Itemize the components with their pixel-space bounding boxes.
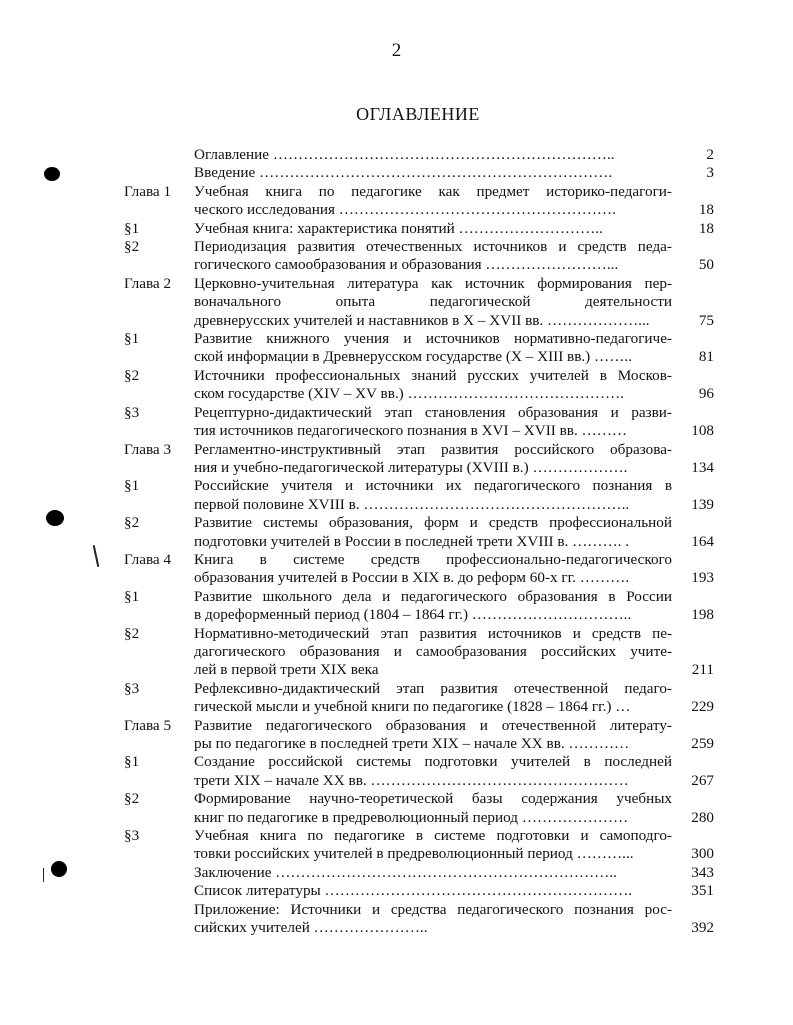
toc-entry-label: §1 xyxy=(124,753,140,771)
toc-entry-label: §3 xyxy=(124,827,140,845)
toc-entry-line: Развитие школьного дела и педагогического образования в России xyxy=(194,587,672,605)
toc-entry-text xyxy=(194,901,672,938)
toc-entry-page: 229 xyxy=(691,698,714,716)
toc-entry xyxy=(124,753,714,790)
toc-entry-label: §2 xyxy=(124,790,140,808)
toc-entry-text xyxy=(194,588,672,625)
toc-entry xyxy=(124,901,714,938)
toc-entry-text xyxy=(194,183,672,220)
toc-entry-line: древнерусских учителей и наставников в X – XVII вв. ………………... xyxy=(194,311,650,329)
toc-entry xyxy=(124,717,714,754)
toc-entry-text xyxy=(194,330,672,367)
toc-entry-page: 108 xyxy=(691,422,714,440)
toc-entry-page: 18 xyxy=(698,219,714,237)
toc-entry-line: ском государстве (XIV – XV вв.) ……………………………………. xyxy=(194,385,624,403)
toc-entry-text xyxy=(194,882,672,900)
toc-entry-label: §2 xyxy=(124,366,140,384)
toc-entry xyxy=(124,441,714,478)
toc-entry-line: ния и учебно-педагогической литературы (XVIII в.) ………………. xyxy=(194,458,628,476)
toc-entry-text xyxy=(194,220,672,238)
toc-entry-label: §2 xyxy=(124,514,140,532)
toc-entry-line: ческого исследования ………………………………………………. xyxy=(194,201,616,219)
toc-entry-line: гогического самообразования и образования ……………………... xyxy=(194,256,619,274)
scan-mark xyxy=(43,868,44,882)
toc-entry-page: 139 xyxy=(691,495,714,513)
toc-entry xyxy=(124,882,714,900)
toc-entry-page: 193 xyxy=(691,569,714,587)
toc-entry xyxy=(124,551,714,588)
toc-entry-text xyxy=(194,477,672,514)
toc-entry-text xyxy=(194,441,672,478)
toc-entry xyxy=(124,680,714,717)
toc-entry-page: 343 xyxy=(691,863,714,881)
toc-entry-label: Глава 2 xyxy=(124,274,172,292)
toc-entry-label: §3 xyxy=(124,403,140,421)
toc-entry-page: 267 xyxy=(691,771,714,789)
punch-hole-mark xyxy=(51,861,67,877)
toc-entry-text xyxy=(194,367,672,404)
toc-entry xyxy=(124,238,714,275)
toc-entry xyxy=(124,220,714,238)
toc-entry-page: 259 xyxy=(691,735,714,752)
toc-entry-line: Рефлексивно-дидактический этап развития отечественной педаго- xyxy=(194,679,672,697)
toc-entry-line: воначального опыта педагогической деятельности xyxy=(194,293,672,311)
toc-entry-line: Учебная книга по педагогике как предмет историко-педагоги- xyxy=(194,182,672,200)
toc-entry-line: тия источников педагогического познания в XVI – XVII вв. ……… xyxy=(194,422,628,440)
toc-entry-page: 2 xyxy=(706,146,714,163)
toc-entry-text xyxy=(194,275,672,330)
toc-entry-text xyxy=(194,625,672,680)
toc-entry xyxy=(124,827,714,864)
toc-entry-line: Учебная книга по педагогике в системе подготовки и самоподго- xyxy=(194,827,672,845)
toc-entry-line: Учебная книга: характеристика понятий ……………………….. xyxy=(194,219,603,237)
page-title: ОГЛАВЛЕНИЕ xyxy=(356,104,480,124)
toc-entry xyxy=(124,790,714,827)
toc-entry-line: ры по педагогике в последней трети XIX – начале XX вв. ………… xyxy=(194,735,630,752)
toc-entry xyxy=(124,625,714,680)
toc-entry-line: товки российских учителей в предреволюционный период ………... xyxy=(194,845,634,863)
toc-entry xyxy=(124,275,714,330)
toc-entry-line: Периодизация развития отечественных источников и средств педа- xyxy=(194,238,672,256)
toc-entry-text xyxy=(194,680,672,717)
toc-entry-line: Формирование научно-теоретической базы содержания учебных xyxy=(194,790,672,808)
toc-entry-line: Приложение: Источники и средства педагогического познания рос- xyxy=(194,900,672,918)
toc-entry-text xyxy=(194,790,672,827)
toc-entry xyxy=(124,367,714,404)
toc-entry-text xyxy=(194,717,672,754)
toc-entry xyxy=(124,477,714,514)
toc-entry-label: §1 xyxy=(124,587,140,605)
toc-entry-page: 211 xyxy=(691,661,714,679)
toc-entry-label: Глава 4 xyxy=(124,550,172,568)
toc-entry-page: 96 xyxy=(698,385,714,403)
toc-entry-line: первой половине XVIII в. …………………………………………….. xyxy=(194,495,630,513)
toc-entry-line: в дореформенный период (1804 – 1864 гг.) ………………………….. xyxy=(194,606,632,624)
toc-entry-label: §1 xyxy=(124,219,140,237)
toc-entry-page: 392 xyxy=(691,919,714,937)
toc-entry-line: Заключение ………………………………………………………….. xyxy=(194,863,617,881)
toc-entry-line: Книга в системе средств профессионально-педагогического xyxy=(194,550,672,568)
toc-entry-text xyxy=(194,864,672,882)
table-of-contents xyxy=(124,146,714,937)
toc-entry-line: Список литературы ……………………………………………………. xyxy=(194,882,633,900)
toc-entry-text xyxy=(194,146,672,164)
toc-entry-page: 164 xyxy=(691,532,714,550)
toc-entry-label: Глава 1 xyxy=(124,182,172,200)
toc-entry xyxy=(124,588,714,625)
toc-entry-label: Глава 5 xyxy=(124,716,172,734)
toc-entry-line: Нормативно-методический этап развития источников и средств пе- xyxy=(194,624,672,642)
toc-entry-line: Введение ……………………………………………………………. xyxy=(194,164,613,182)
toc-entry-line: книг по педагогике в предреволюционный период ………………… xyxy=(194,808,629,826)
toc-entry-label: §1 xyxy=(124,477,140,495)
toc-entry-page: 3 xyxy=(706,164,714,182)
toc-entry-line: Источники профессиональных знаний русских учителей в Москов- xyxy=(194,366,672,384)
toc-entry-line: Церковно-учительная литература как источник формирования пер- xyxy=(194,274,672,292)
toc-entry-text xyxy=(194,404,672,441)
scan-mark xyxy=(93,545,100,567)
toc-entry xyxy=(124,183,714,220)
toc-entry-line: ской информации в Древнерусском государстве (X – XIII вв.) …….. xyxy=(194,348,633,366)
toc-entry xyxy=(124,146,714,164)
toc-entry-text xyxy=(194,551,672,588)
toc-entry-label: §3 xyxy=(124,679,140,697)
toc-entry-line: Развитие системы образования, форм и средств профессиональной xyxy=(194,514,672,532)
toc-entry-text xyxy=(194,827,672,864)
toc-entry-line: образования учителей в России в XIX в. до реформ 60-х гг. ………. xyxy=(194,569,630,587)
toc-entry-line: Развитие книжного учения и источников нормативно-педагогиче- xyxy=(194,330,672,348)
toc-entry xyxy=(124,164,714,182)
toc-entry xyxy=(124,404,714,441)
toc-entry-line: Российские учителя и источники их педагогического познания в xyxy=(194,477,672,495)
toc-entry-label: §2 xyxy=(124,238,140,256)
toc-entry-page: 351 xyxy=(691,882,714,900)
toc-entry-text xyxy=(194,514,672,551)
toc-entry-page: 134 xyxy=(691,458,714,476)
toc-entry-text xyxy=(194,753,672,790)
toc-entry-page: 50 xyxy=(698,256,714,274)
toc-entry-label: §2 xyxy=(124,624,140,642)
toc-entry-line: Рецептурно-дидактический этап становления образования и разви- xyxy=(194,403,672,421)
toc-entry-line: трети XIX – начале XX вв. …………………………………………… xyxy=(194,771,629,789)
toc-entry-line: подготовки учителей в России в последней трети XVIII в. ………. . xyxy=(194,532,630,550)
toc-entry-page: 300 xyxy=(691,845,714,863)
toc-entry-line: Оглавление ………………………………………………………….. xyxy=(194,146,615,163)
punch-hole-mark xyxy=(46,510,64,526)
toc-entry-page: 280 xyxy=(691,808,714,826)
toc-entry-line: Развитие педагогического образования и отечественной литерату- xyxy=(194,716,672,734)
toc-entry-line: Регламентно-инструктивный этап развития российского образова- xyxy=(194,440,672,458)
toc-entry-page: 198 xyxy=(691,606,714,624)
punch-hole-mark xyxy=(44,167,60,181)
page-number: 2 xyxy=(391,40,402,61)
toc-entry-text xyxy=(194,164,672,182)
toc-entry xyxy=(124,864,714,882)
toc-entry-line: лей в первой трети XIX века xyxy=(194,661,379,679)
toc-entry-page: 75 xyxy=(698,311,714,329)
toc-entry xyxy=(124,514,714,551)
toc-entry-label: §1 xyxy=(124,330,140,348)
toc-entry xyxy=(124,330,714,367)
toc-entry-label: Глава 3 xyxy=(124,440,172,458)
toc-entry-text xyxy=(194,238,672,275)
toc-entry-page: 18 xyxy=(698,201,714,219)
toc-entry-line: Создание российской системы подготовки учителей в последней xyxy=(194,753,672,771)
toc-entry-line: гической мысли и учебной книги по педагогике (1828 – 1864 гг.) … xyxy=(194,698,631,716)
toc-entry-line: дагогического образования и самообразования российских учите- xyxy=(194,642,672,660)
toc-entry-line: сийских учителей ………………….. xyxy=(194,919,428,937)
toc-entry-page: 81 xyxy=(698,348,714,366)
